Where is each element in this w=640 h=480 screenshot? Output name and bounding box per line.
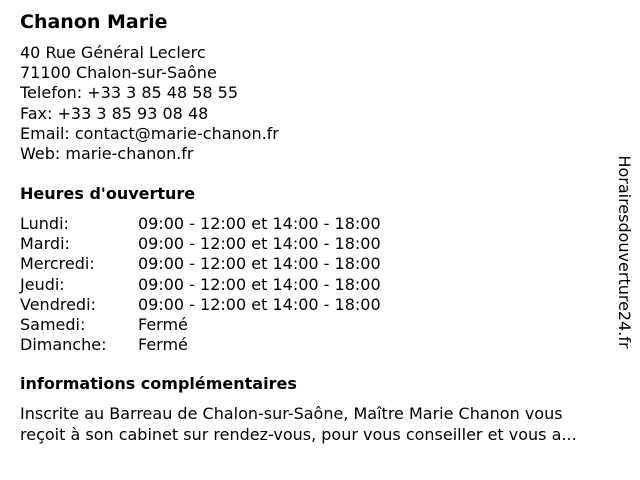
hours-value: Fermé: [138, 335, 188, 355]
hours-row-friday: [20, 295, 381, 315]
address-line-street: 40 Rue Général Leclerc: [20, 43, 206, 62]
site-watermark: Horairesdouverture24.fr: [615, 155, 634, 349]
hours-value: 09:00 - 12:00 et 14:00 - 18:00: [138, 254, 381, 274]
hours-value: 09:00 - 12:00 et 14:00 - 18:00: [138, 214, 381, 233]
hours-row-monday: [20, 214, 381, 234]
hours-value: 09:00 - 12:00 et 14:00 - 18:00: [138, 294, 381, 314]
fax-number: Fax: +33 3 85 93 08 48: [20, 103, 209, 123]
business-name: Chanon Marie: [20, 11, 168, 33]
phone-number[interactable]: Telefon: +33 3 85 48 58 55: [20, 83, 239, 103]
opening-hours-table: [20, 214, 381, 355]
day-label: Vendredi:: [20, 294, 96, 314]
info-line: reçoit à son cabinet sur rendez-vous, pour vous conseiller et vous a...: [20, 425, 577, 444]
contact-block: [20, 43, 279, 164]
hours-value: 09:00 - 12:00 et 14:00 - 18:00: [138, 234, 381, 254]
hours-value: Fermé: [138, 315, 188, 335]
day-label: Dimanche:: [20, 335, 107, 355]
hours-row-wednesday: [20, 254, 381, 274]
additional-info-heading: informations complémentaires: [20, 374, 297, 393]
email-address[interactable]: Email: contact@marie-chanon.fr: [20, 123, 279, 143]
address-line-city: 71100 Chalon-sur-Saône: [20, 63, 217, 83]
additional-info-text: [20, 403, 632, 445]
day-label: Jeudi:: [20, 274, 65, 294]
hours-row-thursday: [20, 275, 381, 295]
day-label: Lundi:: [20, 214, 69, 233]
website-link[interactable]: Web: marie-chanon.fr: [20, 144, 194, 164]
day-label: Mercredi:: [20, 254, 95, 274]
hours-row-tuesday: [20, 234, 381, 254]
day-label: Mardi:: [20, 234, 70, 254]
hours-value: 09:00 - 12:00 et 14:00 - 18:00: [138, 274, 381, 294]
opening-hours-heading: Heures d'ouverture: [20, 184, 196, 203]
info-line: Inscrite au Barreau de Chalon-sur-Saône, Maître Marie Chanon vous: [20, 404, 563, 423]
hours-row-sunday: [20, 335, 381, 355]
hours-row-saturday: [20, 315, 381, 335]
day-label: Samedi:: [20, 315, 86, 335]
